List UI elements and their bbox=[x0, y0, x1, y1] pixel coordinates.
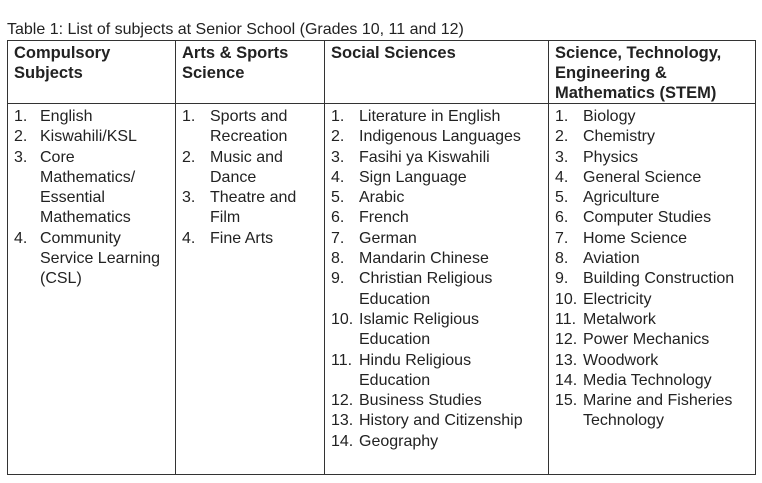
cell-compulsory-subjects bbox=[8, 104, 176, 475]
subject-number: 7. bbox=[555, 229, 569, 247]
subject-item bbox=[331, 148, 542, 168]
subject-number: 1. bbox=[555, 108, 569, 125]
subject-number: 6. bbox=[555, 209, 569, 227]
subject-item bbox=[331, 188, 542, 208]
subject-item bbox=[331, 229, 542, 249]
subject-item bbox=[555, 290, 749, 310]
subject-item bbox=[331, 269, 542, 310]
subject-name: Kiswahili/KSL bbox=[40, 128, 137, 146]
subject-number: 8. bbox=[555, 250, 569, 268]
cell-stem bbox=[549, 104, 756, 475]
subject-name: Hindu Religious Education bbox=[359, 351, 472, 389]
subject-item bbox=[14, 148, 169, 229]
subject-item bbox=[331, 391, 542, 411]
subject-number: 10. bbox=[331, 310, 354, 328]
subject-number: 4. bbox=[14, 229, 28, 247]
header-stem: Science, Technology, Engineering & Mathematics (STEM) bbox=[549, 41, 756, 104]
subject-name: Islamic Religious Education bbox=[359, 310, 480, 349]
subject-number: 12. bbox=[555, 331, 578, 349]
subject-item bbox=[331, 208, 542, 228]
subject-name: Power Mechanics bbox=[583, 331, 710, 349]
subject-item bbox=[555, 371, 749, 391]
subject-item bbox=[331, 411, 542, 431]
subject-item bbox=[555, 188, 749, 208]
subject-number: 1. bbox=[331, 108, 345, 125]
arts-sports-science-list bbox=[182, 107, 318, 249]
subject-item bbox=[331, 432, 542, 452]
subject-item bbox=[555, 127, 749, 147]
subject-number: 14. bbox=[331, 432, 354, 450]
subject-item bbox=[331, 249, 542, 269]
subject-item bbox=[182, 229, 318, 249]
subject-name: Mandarin Chinese bbox=[359, 250, 489, 268]
subject-name: Marine and Fisheries Technology bbox=[583, 392, 733, 430]
subject-name: Business Studies bbox=[359, 392, 482, 410]
subject-name: Community Service Learning (CSL) bbox=[40, 229, 161, 288]
subject-number: 9. bbox=[555, 270, 569, 288]
subject-item bbox=[14, 127, 169, 147]
subject-name: Physics bbox=[583, 148, 639, 166]
subject-name: Woodwork bbox=[583, 351, 659, 369]
cell-social-sciences bbox=[325, 104, 549, 475]
subject-number: 11. bbox=[555, 310, 577, 328]
subject-number: 7. bbox=[331, 229, 345, 247]
subject-name: Building Construction bbox=[583, 270, 735, 288]
subject-number: 8. bbox=[331, 250, 345, 268]
subject-name: Electricity bbox=[583, 290, 652, 308]
subject-number: 14. bbox=[555, 371, 578, 389]
subject-number: 4. bbox=[331, 168, 345, 186]
subject-number: 11. bbox=[331, 351, 353, 369]
subject-item bbox=[331, 310, 542, 351]
subject-name: Geography bbox=[359, 432, 439, 450]
subject-name: Fasihi ya Kiswahili bbox=[359, 148, 490, 166]
header-arts-sports-science: Arts & Sports Science bbox=[176, 41, 325, 104]
subject-item bbox=[331, 168, 542, 188]
subject-name: Chemistry bbox=[583, 128, 656, 146]
subject-name: Aviation bbox=[583, 250, 640, 268]
subject-name: Music and Dance bbox=[210, 148, 283, 186]
subject-name: Arabic bbox=[359, 189, 405, 207]
subject-item bbox=[555, 229, 749, 249]
subject-item bbox=[182, 107, 318, 148]
header-row bbox=[8, 41, 756, 104]
subject-item bbox=[14, 107, 169, 127]
subject-number: 3. bbox=[182, 189, 196, 207]
subject-name: English bbox=[40, 108, 93, 125]
subject-name: Theatre and Film bbox=[210, 189, 297, 227]
subject-name: Indigenous Languages bbox=[359, 128, 521, 146]
subject-name: Literature in English bbox=[359, 108, 501, 125]
cell-arts-sports-science bbox=[176, 104, 325, 475]
subject-number: 2. bbox=[14, 128, 28, 146]
subject-name: Biology bbox=[583, 108, 636, 125]
subject-number: 12. bbox=[331, 392, 354, 410]
subject-number: 13. bbox=[331, 412, 354, 430]
subject-number: 4. bbox=[182, 229, 196, 247]
subject-item bbox=[555, 269, 749, 289]
subject-item bbox=[555, 208, 749, 228]
subject-name: Sports and Recreation bbox=[210, 108, 288, 146]
subject-name: Agriculture bbox=[583, 189, 660, 207]
subject-number: 13. bbox=[555, 351, 578, 369]
subject-name: Home Science bbox=[583, 229, 688, 247]
subject-item bbox=[555, 107, 749, 127]
subject-number: 3. bbox=[14, 148, 28, 166]
subjects-row bbox=[8, 104, 756, 475]
subject-name: French bbox=[359, 209, 409, 227]
subject-number: 1. bbox=[14, 108, 28, 125]
subject-number: 4. bbox=[555, 168, 569, 186]
subject-item bbox=[331, 107, 542, 127]
subject-number: 2. bbox=[331, 128, 345, 146]
subject-number: 9. bbox=[331, 270, 345, 288]
subject-item bbox=[14, 229, 169, 290]
subject-item bbox=[555, 310, 749, 330]
subject-number: 5. bbox=[555, 189, 569, 207]
subject-number: 15. bbox=[555, 392, 578, 410]
social-sciences-list bbox=[331, 107, 542, 452]
subject-number: 1. bbox=[182, 108, 196, 125]
subjects-table bbox=[7, 40, 756, 475]
subject-item bbox=[182, 148, 318, 189]
table-caption: Table 1: List of subjects at Senior School (Grades 10, 11 and 12) bbox=[7, 21, 464, 38]
subject-number: 2. bbox=[182, 148, 196, 166]
subject-name: Computer Studies bbox=[583, 209, 712, 227]
subject-name: Fine Arts bbox=[210, 229, 274, 247]
header-compulsory-subjects: Compulsory Subjects bbox=[8, 41, 176, 104]
subject-item bbox=[331, 351, 542, 392]
header-social-sciences: Social Sciences bbox=[325, 41, 549, 104]
subject-item bbox=[555, 330, 749, 350]
stem-list bbox=[555, 107, 749, 432]
subject-name: German bbox=[359, 229, 417, 247]
subject-name: Sign Language bbox=[359, 168, 467, 186]
compulsory-subjects-list bbox=[14, 107, 169, 290]
subject-item bbox=[331, 127, 542, 147]
subject-number: 3. bbox=[555, 148, 569, 166]
subject-number: 2. bbox=[555, 128, 569, 146]
subject-item bbox=[555, 148, 749, 168]
subject-item bbox=[555, 391, 749, 432]
subject-name: Metalwork bbox=[583, 310, 656, 328]
subject-name: Christian Religious Education bbox=[359, 270, 493, 308]
subject-item bbox=[182, 188, 318, 229]
subject-name: General Science bbox=[583, 168, 702, 186]
subject-number: 10. bbox=[555, 290, 578, 308]
subject-name: History and Citizenship bbox=[359, 412, 523, 430]
subject-number: 5. bbox=[331, 189, 345, 207]
subject-item bbox=[555, 249, 749, 269]
subject-item bbox=[555, 351, 749, 371]
subject-number: 3. bbox=[331, 148, 345, 166]
subject-name: Core Mathematics/ Essential Mathematics bbox=[40, 148, 136, 227]
subject-item bbox=[555, 168, 749, 188]
subject-number: 6. bbox=[331, 209, 345, 227]
subject-name: Media Technology bbox=[583, 371, 712, 389]
